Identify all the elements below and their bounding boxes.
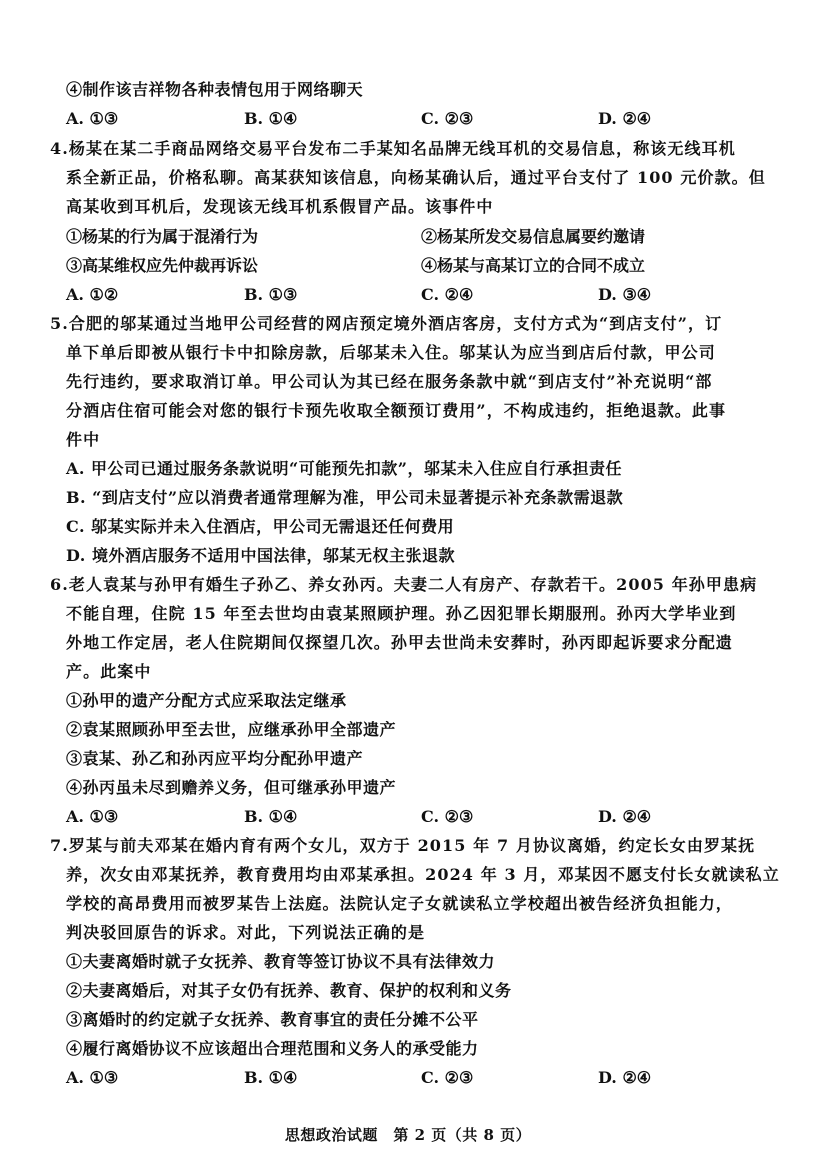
q4-option-3: ③高某维权应先仲裁再诉讼 <box>66 256 259 275</box>
q3-choice-a: A. ①③ <box>66 109 119 128</box>
q6-option-1: ①孙甲的遗产分配方式应采取法定继承 <box>66 691 347 710</box>
q5-option-c: C. 邬某实际并未入住酒店，甲公司无需退还任何费用 <box>66 517 455 536</box>
q5-stem-line: 5.合肥的邬某通过当地甲公司经营的网店预定境外酒店客房，支付方式为“到店支付”，订 <box>50 314 723 333</box>
q3-choice-b: B. ①④ <box>244 109 298 128</box>
q6-choice-b: B. ①④ <box>244 807 298 826</box>
q7-stem-line: 养，次女由邓某抚养，教育费用均由邓某承担。2024 年 3 月，邓某因不愿支付长女就读私立 <box>66 865 780 884</box>
q7-choices <box>66 1065 756 1091</box>
q6-stem-line: 外地工作定居，老人住院期间仅探望几次。孙甲去世尚未安葬时，孙丙即起诉要求分配遗 <box>66 633 733 652</box>
q4-option-1: ①杨某的行为属于混淆行为 <box>66 227 259 246</box>
page-footer: 思想政治试题 第 2 页（共 8 页） <box>284 1126 532 1144</box>
q4-stem-line: 系全新正品，价格私聊。高某获知该信息，向杨某确认后，通过平台支付了 100 元价款。但 <box>66 168 766 187</box>
q6-choice-c: C. ②③ <box>421 807 474 826</box>
q7-stem-line: 学校的高昂费用而被罗某告上法庭。法院认定子女就读私立学校超出被告经济负担能力， <box>66 894 733 913</box>
q7-choice-a: A. ①③ <box>66 1068 119 1087</box>
q6-choice-a: A. ①③ <box>66 807 119 826</box>
q4-choice-d: D. ③④ <box>598 285 652 304</box>
q7-choice-c: C. ②③ <box>421 1068 474 1087</box>
q3-choices <box>66 106 756 132</box>
q6-option-3: ③袁某、孙乙和孙丙应平均分配孙甲遗产 <box>66 749 364 768</box>
q4-stem-line: 4.杨某在某二手商品网络交易平台发布二手某知名品牌无线耳机的交易信息，称该无线耳机 <box>50 139 736 158</box>
q6-stem-line: 不能自理，住院 15 年至去世均由袁某照顾护理。孙乙因犯罪长期服刑。孙丙大学毕业到 <box>66 604 737 623</box>
q3-option-4: ④制作该吉祥物各种表情包用于网络聊天 <box>66 80 364 99</box>
q6-stem-line: 6.老人袁某与孙甲有婚生子孙乙、养女孙丙。夫妻二人有房产、存款若干。2005 年孙甲患病 <box>50 575 758 594</box>
q5-stem-line: 单下单后即被从银行卡中扣除房款，后邬某未入住。邬某认为应当到店后付款，甲公司 <box>66 343 716 362</box>
q4-options-row <box>66 224 756 250</box>
q5-option-b: B. “到店支付”应以消费者通常理解为准，甲公司未显著提示补充条款需退款 <box>66 488 624 507</box>
q6-stem-line: 产。此案中 <box>66 662 152 681</box>
q7-choice-b: B. ①④ <box>244 1068 298 1087</box>
q6-choice-d: D. ②④ <box>598 807 652 826</box>
q7-stem-line: 判决驳回原告的诉求。对此，下列说法正确的是 <box>66 923 426 942</box>
q7-option-2: ②夫妻离婚后，对其子女仍有抚养、教育、保护的权利和义务 <box>66 981 512 1000</box>
q3-choice-d: D. ②④ <box>598 109 652 128</box>
q4-option-4: ④杨某与高某订立的合同不成立 <box>421 256 646 275</box>
q6-option-2: ②袁某照顾孙甲至去世，应继承孙甲全部遗产 <box>66 720 397 739</box>
q4-choice-b: B. ①③ <box>244 285 298 304</box>
q7-option-3: ③离婚时的约定就子女抚养、教育事宜的责任分摊不公平 <box>66 1010 479 1029</box>
q4-choices <box>66 282 756 308</box>
q3-choice-c: C. ②③ <box>421 109 474 128</box>
q7-stem-line: 7.罗某与前夫邓某在婚内育有两个女儿，双方于 2015 年 7 月协议离婚，约定长女由罗某抚 <box>50 836 756 855</box>
q5-option-a: A. 甲公司已通过服务条款说明“可能预先扣款”，邬某未入住应自行承担责任 <box>66 459 622 478</box>
q4-choice-a: A. ①② <box>66 285 119 304</box>
q4-choice-c: C. ②④ <box>421 285 474 304</box>
q4-stem-line: 高某收到耳机后，发现该无线耳机系假冒产品。该事件中 <box>66 197 494 216</box>
q4-options-row <box>66 253 756 279</box>
q6-choices <box>66 804 756 830</box>
q5-option-d: D. 境外酒店服务不适用中国法律，邬某无权主张退款 <box>66 546 455 565</box>
q7-option-1: ①夫妻离婚时就子女抚养、教育等签订协议不具有法律效力 <box>66 952 496 971</box>
q7-choice-d: D. ②④ <box>598 1068 652 1087</box>
q5-stem-line: 件中 <box>66 430 101 449</box>
q5-stem-line: 先行违约，要求取消订单。甲公司认为其已经在服务条款中就“到店支付”补充说明“部 <box>66 372 713 391</box>
q5-stem-line: 分酒店住宿可能会对您的银行卡预先收取全额预订费用”，不构成违约，拒绝退款。此事 <box>66 401 727 420</box>
q6-option-4: ④孙丙虽未尽到赡养义务，但可继承孙甲遗产 <box>66 778 397 797</box>
q4-option-2: ②杨某所发交易信息属要约邀请 <box>421 227 646 246</box>
q7-option-4: ④履行离婚协议不应该超出合理范围和义务人的承受能力 <box>66 1039 479 1058</box>
